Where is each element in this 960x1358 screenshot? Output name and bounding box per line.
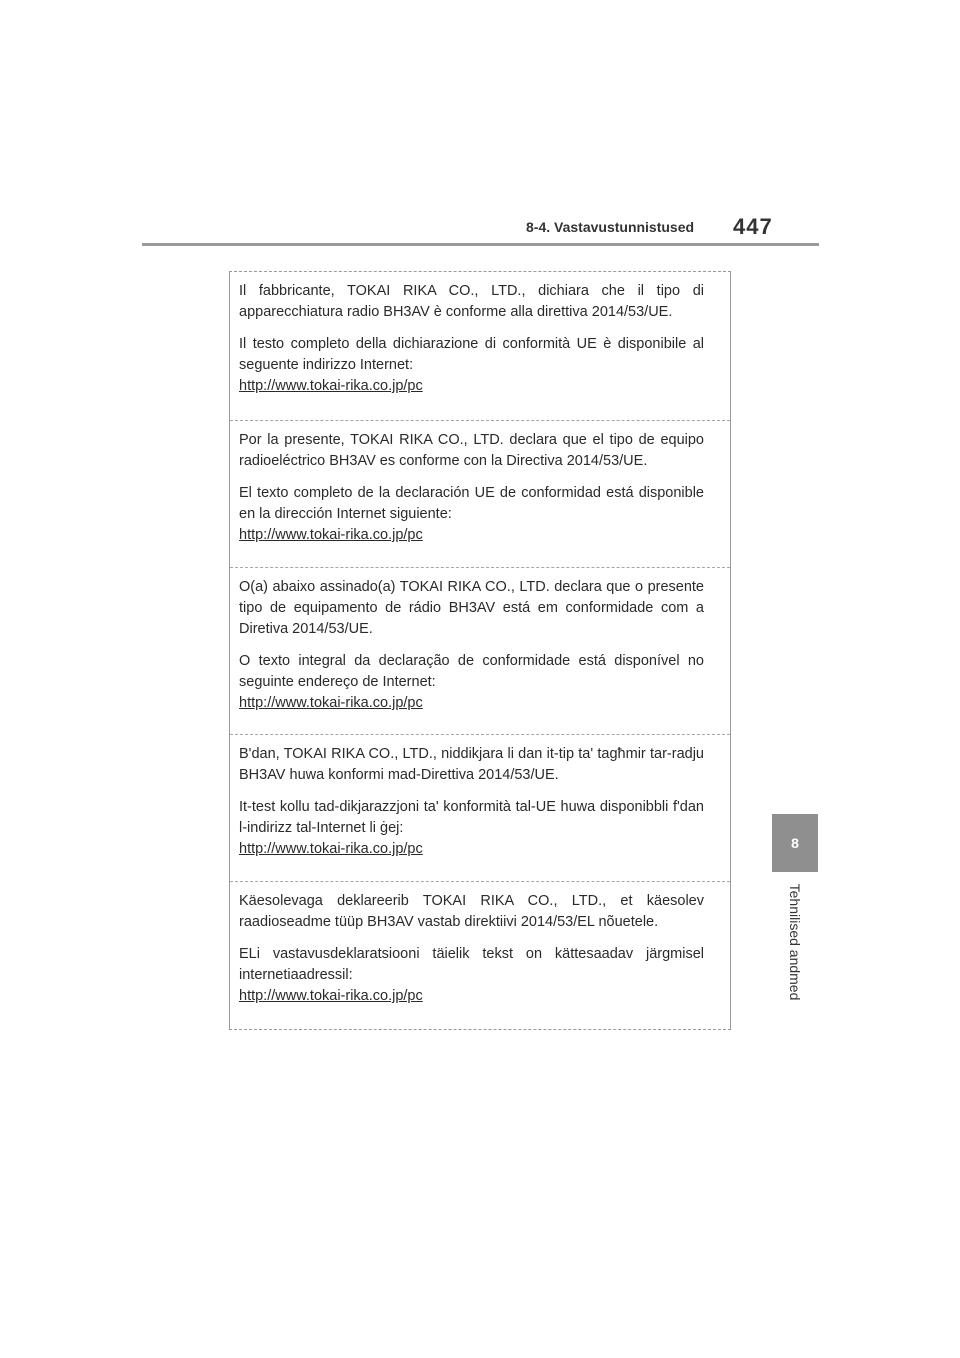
- chapter-label: Tehnilised andmed: [787, 883, 803, 1001]
- declaration-availability: It-test kollu tad-dikjarazzjoni ta' konformità tal-UE huwa disponibbli f'dan l-indirizz tal-Internet li ġej:: [239, 799, 704, 836]
- chapter-number: 8: [791, 835, 799, 851]
- declaration-spanish: [230, 420, 730, 567]
- page-number: 447: [733, 214, 773, 239]
- declaration-statement: B'dan, TOKAI RIKA CO., LTD., niddikjara li dan it-tip ta' tagħmir tar-radju BH3AV huwa konformi mad-Direttiva 2014/53/UE.: [239, 746, 704, 783]
- declaration-url-link[interactable]: http://www.tokai-rika.co.jp/pc: [239, 988, 423, 1004]
- declaration-availability: Il testo completo della dichiarazione di conformità UE è disponibile al seguente indirizzo Internet:: [239, 336, 704, 373]
- declaration-statement: O(a) abaixo assinado(a) TOKAI RIKA CO., LTD. declara que o presente tipo de equipamento de rádio BH3AV está em conformidade com a Diretiva 2014/53/UE.: [239, 579, 704, 637]
- chapter-tab: [772, 814, 818, 872]
- declaration-statement: Por la presente, TOKAI RIKA CO., LTD. declara que el tipo de equipo radioeléctrico BH3AV es conforme con la Directiva 2014/53/UE.: [239, 432, 704, 469]
- declaration-italian: [230, 272, 730, 420]
- declaration-estonian: [230, 881, 730, 1029]
- section-title: 8-4. Vastavustunnistused: [526, 219, 695, 235]
- declaration-statement: Il fabbricante, TOKAI RIKA CO., LTD., dichiara che il tipo di apparecchiatura radio BH3AV è conforme alla direttiva 2014/53/UE.: [239, 283, 704, 320]
- declaration-maltese: [230, 734, 730, 881]
- declaration-statement: Käesolevaga deklareerib TOKAI RIKA CO., LTD., et käesolev raadioseadme tüüp BH3AV vastab direktiivi 2014/53/EL nõuetele.: [239, 893, 704, 930]
- header-divider: [142, 243, 819, 246]
- declaration-availability: ELi vastavusdeklaratsiooni täielik tekst on kättesaadav järgmisel internetiaadressil:: [239, 946, 704, 983]
- declaration-url-link[interactable]: http://www.tokai-rika.co.jp/pc: [239, 841, 423, 857]
- declaration-portuguese: [230, 567, 730, 734]
- declaration-availability: O texto integral da declaração de conformidade está disponível no seguinte endereço de Internet:: [239, 653, 704, 690]
- declaration-url-link[interactable]: http://www.tokai-rika.co.jp/pc: [239, 378, 423, 394]
- declaration-availability: El texto completo de la declaración UE de conformidad está disponible en la dirección Internet siguiente:: [239, 485, 704, 522]
- declaration-url-link[interactable]: http://www.tokai-rika.co.jp/pc: [239, 695, 423, 711]
- declaration-url-link[interactable]: http://www.tokai-rika.co.jp/pc: [239, 527, 423, 543]
- declarations-box: [229, 271, 731, 1030]
